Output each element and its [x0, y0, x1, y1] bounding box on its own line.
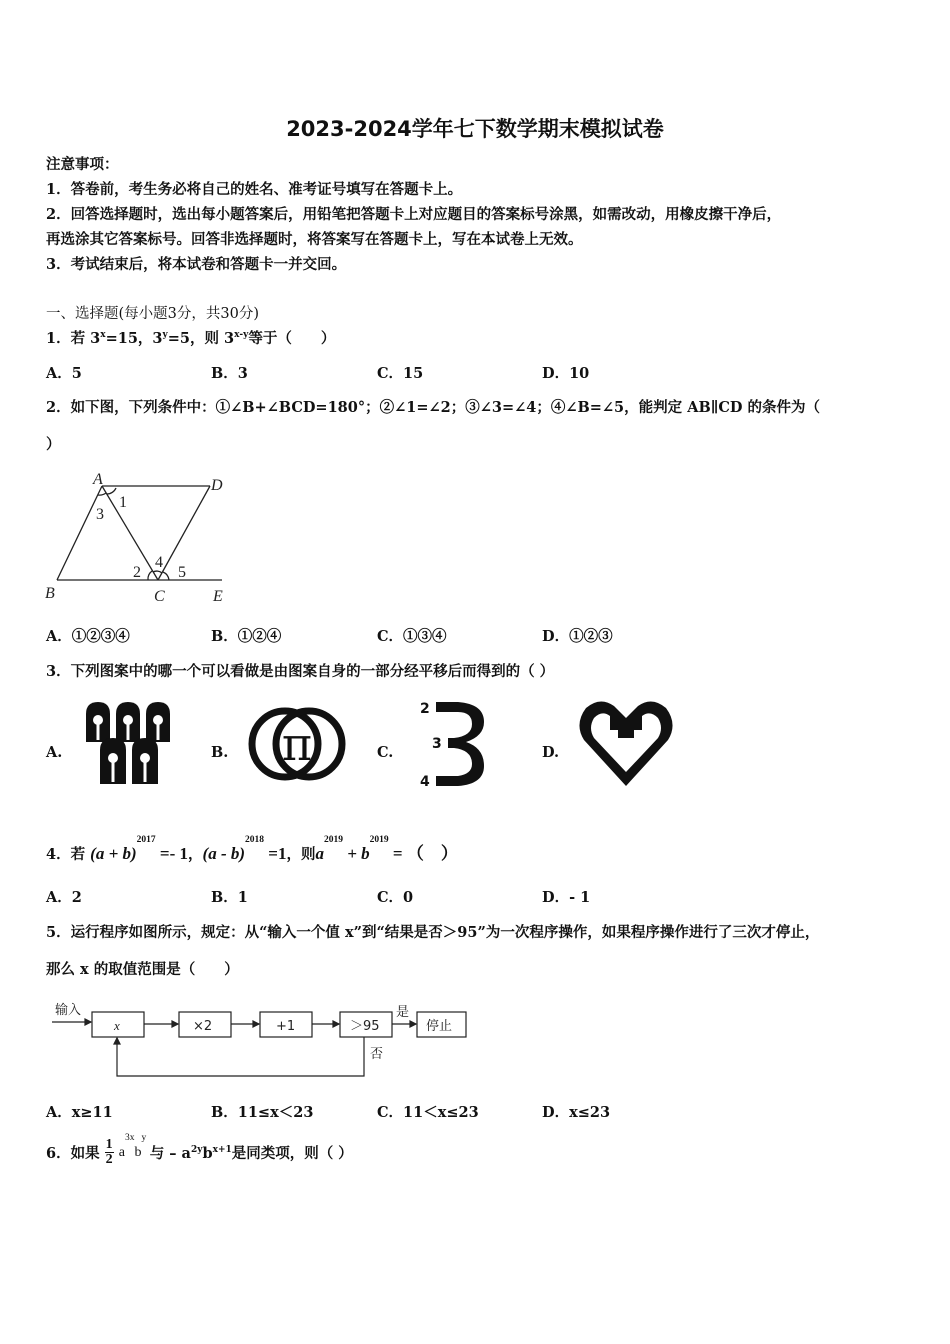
- label-b: B: [45, 585, 55, 602]
- label-d: D: [211, 477, 223, 494]
- q5-option-c: C．11＜x≤23: [377, 1104, 479, 1121]
- q3-label-c: C.: [377, 744, 394, 761]
- flow-x: x: [114, 1018, 120, 1033]
- q1-option-a: A．5: [46, 365, 82, 382]
- q3-label-a: A.: [46, 744, 63, 761]
- q4-option-d: D．- 1: [542, 889, 591, 906]
- label-c: C: [154, 588, 165, 605]
- page-title: 2023-2024学年七下数学期末模拟试卷: [286, 117, 664, 141]
- label-5: 5: [178, 564, 186, 581]
- flow-gt95: ＞95: [350, 1019, 380, 1034]
- q1-option-b: B．3: [211, 365, 248, 382]
- q2-option-a: A．①②③④: [46, 628, 130, 645]
- fraction-half: $\frac{1}{2}$: [105, 1137, 113, 1167]
- pi-symbol: π: [281, 717, 313, 771]
- q4-option-b: B．1: [211, 889, 248, 906]
- label-2: 2: [133, 564, 141, 581]
- question-1: 1．若 $3^x=15$，$3^y=5$，则 3$^{x-y}$等于（ ）: [46, 330, 336, 347]
- q5-option-a: A．x≥11: [46, 1104, 113, 1121]
- label-a: A: [93, 471, 103, 488]
- question-4: 4．若 $(a + b)^{2017} =- 1$，(a - b)$^{2018}$ =1，则$a^{2019} + b^{2019}$ = （ ）: [46, 835, 458, 863]
- digit-3: 3: [432, 736, 442, 752]
- question-6: 6．如果 $\frac{1}{2}$ $a^{3x}b^y$ 与 – $a^{2y}b^{x+1}$是同类项，则（ ）: [46, 1133, 353, 1167]
- q2-option-c: C．①③④: [377, 628, 447, 645]
- flow-times2: ×2: [193, 1019, 213, 1034]
- notes-header: 注意事项：: [46, 156, 119, 173]
- digit-4: 4: [420, 774, 430, 790]
- q3-label-b: B.: [211, 744, 229, 761]
- label-1: 1: [119, 494, 127, 511]
- note-1: 1．答卷前，考生务必将自己的姓名、准考证号填写在答题卡上。: [46, 181, 463, 198]
- flow-input-label: 输入: [55, 1003, 82, 1018]
- flow-yes: 是: [396, 1005, 410, 1020]
- q3-label-d: D.: [542, 744, 560, 761]
- question-3: 3．下列图案中的哪一个可以看做是由图案自身的一部分经平移后而得到的（ ）: [46, 663, 555, 680]
- question-5: 5．运行程序如图所示，规定：从“输入一个值 x”到“结果是否＞95”为一次程序操作，如果程序操作进行了三次才停止，: [46, 924, 820, 941]
- flow-no: 否: [370, 1047, 384, 1062]
- question-5-cont: 那么 x 的取值范围是（ ）: [46, 961, 239, 978]
- question-2-cont: ）: [46, 436, 61, 453]
- label-e: E: [213, 588, 223, 605]
- question-2: 2．如下图，下列条件中：①∠B+∠BCD=180°；②∠1=∠2；③∠3=∠4；④∠B=∠5，能判定 AB∥CD 的条件为（: [46, 399, 821, 416]
- q4-option-c: C．0: [377, 889, 414, 906]
- note-2a: 2．回答选择题时，选出每小题答案后，用铅笔把答题卡上对应题目的答案标号涂黑，如需改动，用橡皮擦干净后，: [46, 206, 782, 223]
- digit-2: 2: [420, 701, 430, 717]
- q5-option-d: D．x≤23: [542, 1104, 611, 1121]
- note-3: 3．考试结束后，将本试卷和答题卡一并交回。: [46, 256, 347, 273]
- flow-stop: 停止: [426, 1019, 453, 1034]
- label-3: 3: [96, 506, 104, 523]
- note-2b: 再选涂其它答案标号。回答非选择题时，将答案写在答题卡上，写在本试卷上无效。: [46, 231, 583, 248]
- q1-option-d: D．10: [542, 365, 590, 382]
- q1-option-c: C．15: [377, 365, 424, 382]
- flow-plus1: +1: [276, 1019, 296, 1034]
- q2-option-b: B．①②④: [211, 628, 282, 645]
- q4-option-a: A．2: [46, 889, 82, 906]
- label-4: 4: [155, 554, 163, 571]
- q2-option-d: D．①②③: [542, 628, 613, 645]
- q5-option-b: B．11≤x＜23: [211, 1104, 314, 1121]
- section-heading: 一、选择题(每小题3分，共30分): [46, 306, 259, 322]
